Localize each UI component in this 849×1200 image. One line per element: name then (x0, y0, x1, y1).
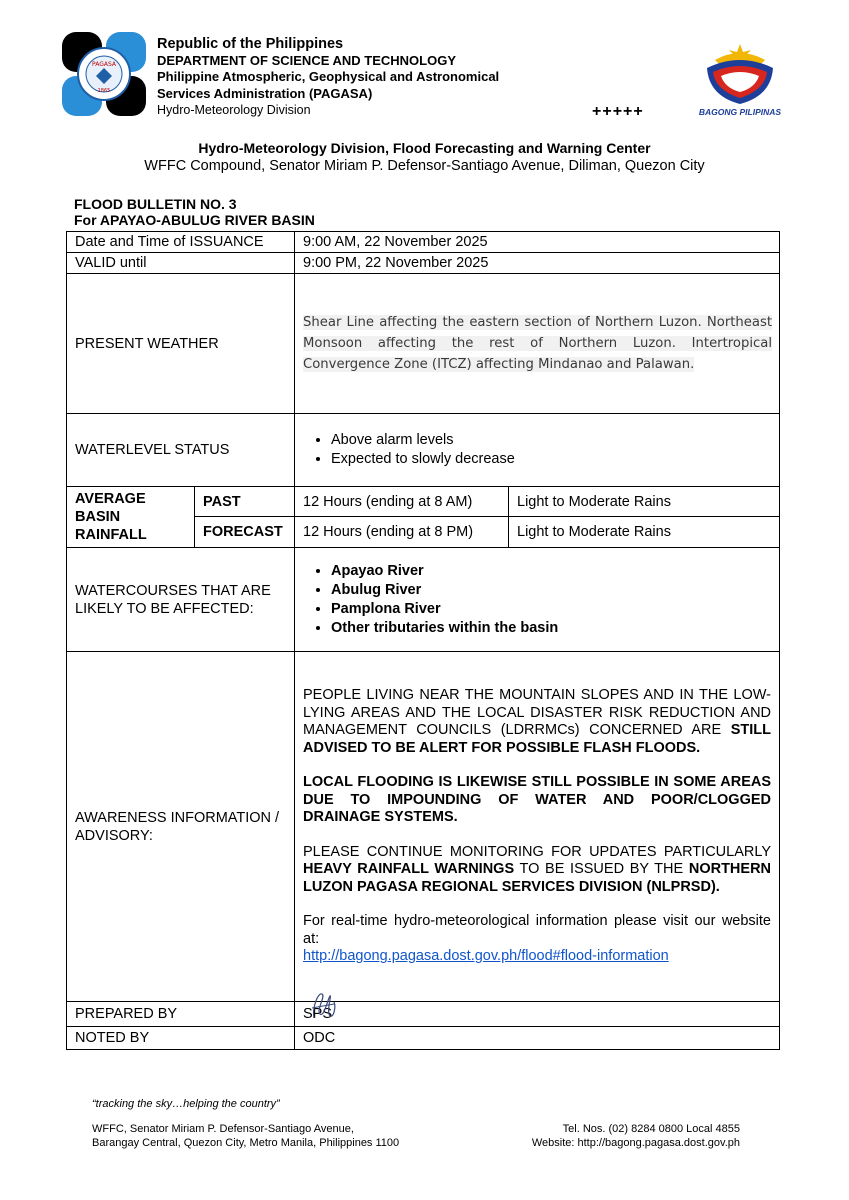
noted-value: ODC (295, 1027, 780, 1050)
plus-marks: +++++ (592, 103, 644, 120)
bulletin-number: FLOOD BULLETIN NO. 3 (74, 196, 237, 212)
valid-label: VALID until (67, 253, 295, 274)
table-row (67, 1027, 780, 1050)
watercourses-list (309, 562, 771, 638)
header-pagasa-1: Philippine Atmospheric, Geophysical and Astronomical (157, 69, 500, 84)
footer-address-2: Barangay Central, Quezon City, Metro Manila, Philippines 1100 (92, 1137, 400, 1149)
advisory-label: AWARENESS INFORMATION / ADVISORY: (67, 652, 295, 1002)
division-address: WFFC Compound, Senator Miriam P. Defensor-Santiago Avenue, Diliman, Quezon City (144, 158, 705, 174)
issuance-label: Date and Time of ISSUANCE (67, 232, 295, 253)
advisory-paragraph-2: LOCAL FLOODING IS LIKEWISE STILL POSSIBLE IN SOME AREAS DUE TO IMPOUNDING OF WATER AND POOR/CLOGGED DRAINAGE SYSTEMS. (303, 774, 772, 826)
forecast-period: 12 Hours (ending at 8 PM) (295, 517, 509, 548)
weather-label: PRESENT WEATHER (67, 274, 295, 414)
footer-address-1: WFFC, Senator Miriam P. Defensor-Santiago Avenue, (92, 1123, 354, 1135)
footer-website: Website: http://bagong.pagasa.dost.gov.ph (531, 1137, 740, 1149)
signature (308, 988, 338, 1022)
table-row (67, 253, 780, 274)
table-row (67, 487, 780, 517)
bulletin-heading (74, 196, 315, 228)
table-row (67, 1002, 780, 1027)
waterlevel-label: WATERLEVEL STATUS (67, 414, 295, 487)
forecast-label: FORECAST (195, 517, 295, 548)
table-row (67, 652, 780, 1002)
pagasa-logo (62, 32, 146, 116)
table-row (67, 414, 780, 487)
table-row (67, 232, 780, 253)
header-republic: Republic of the Philippines (157, 36, 344, 52)
advisory-paragraph-3: PLEASE CONTINUE MONITORING FOR UPDATES PARTICULARLY HEAVY RAINFALL WARNINGS TO BE ISSUED BY THE NORTHERN LUZON PAGASA REGIONAL SERVICES DIVISION (NLPRSD). (303, 843, 772, 895)
weather-value: Shear Line affecting the eastern section of Northern Luzon. Northeast Monsoon affecting the rest of Northern Luzon. Intertropical Convergence Zone (ITCZ) affecting Mindanao and Palawan. (303, 315, 773, 372)
past-value: Light to Moderate Rains (509, 487, 780, 517)
header-dost: DEPARTMENT OF SCIENCE AND TECHNOLOGY (157, 52, 457, 68)
list-item: • Other tributaries within the basin (331, 619, 771, 638)
bagong-pilipinas-text: BAGONG PILIPINAS (698, 107, 782, 117)
list-item: • Pamplona River (331, 600, 771, 619)
header-division: Hydro-Meteorology Division (157, 103, 311, 117)
advisory-paragraph-4: For real-time hydro-meteorological information please visit our website at: http://bagong.pagasa.dost.gov.ph/flood#flood-information (303, 913, 772, 965)
forecast-value: Light to Moderate Rains (509, 517, 780, 548)
tagline: “tracking the sky…helping the country” (92, 1098, 280, 1110)
bulletin-basin: For APAYAO-ABULUG RIVER BASIN (74, 212, 315, 228)
list-item: • Above alarm levels (331, 431, 771, 450)
table-row (67, 274, 780, 414)
footer-contact (520, 1122, 740, 1150)
list-item: • Abulug River (331, 581, 771, 600)
waterlevel-list (309, 431, 771, 469)
list-item: • Apayao River (331, 562, 771, 581)
division-title: Hydro-Meteorology Division, Flood Forecasting and Warning Center (198, 140, 651, 156)
valid-value: 9:00 PM, 22 November 2025 (295, 253, 780, 274)
past-label: PAST (195, 487, 295, 517)
watercourses-label: WATERCOURSES THAT ARE LIKELY TO BE AFFECTED: (67, 548, 295, 652)
noted-label: NOTED BY (67, 1027, 295, 1050)
footer-tel: Tel. Nos. (02) 8284 0800 Local 4855 (562, 1123, 740, 1135)
bulletin-table (66, 231, 780, 1050)
prepared-label: PREPARED BY (67, 1002, 295, 1027)
rainfall-label: AVERAGE BASIN RAINFALL (67, 487, 195, 548)
footer-address (92, 1122, 399, 1150)
issuance-value: 9:00 AM, 22 November 2025 (295, 232, 780, 253)
advisory-paragraph-1: PEOPLE LIVING NEAR THE MOUNTAIN SLOPES AND IN THE LOW-LYING AREAS AND THE LOCAL DISASTER RISK REDUCTION AND MANAGEMENT COUNCILS (LDRRMCs) CONCERNED ARE STILL ADVISED TO BE ALERT FOR POSSIBLE FLASH FLOODS. (303, 687, 772, 756)
table-row (67, 548, 780, 652)
agency-header (157, 36, 499, 119)
header-pagasa-2: Services Administration (PAGASA) (157, 85, 373, 101)
bagong-pilipinas-logo (695, 38, 785, 118)
logo-text: PAGASA (91, 61, 117, 68)
past-period: 12 Hours (ending at 8 AM) (295, 487, 509, 517)
flood-info-link[interactable]: http://bagong.pagasa.dost.gov.ph/flood#flood-information (303, 948, 669, 965)
advisory-text (303, 687, 771, 966)
list-item: • Expected to slowly decrease (331, 450, 771, 469)
prepared-value: SPS (295, 1002, 780, 1027)
logo-year: 1865 (97, 88, 111, 94)
